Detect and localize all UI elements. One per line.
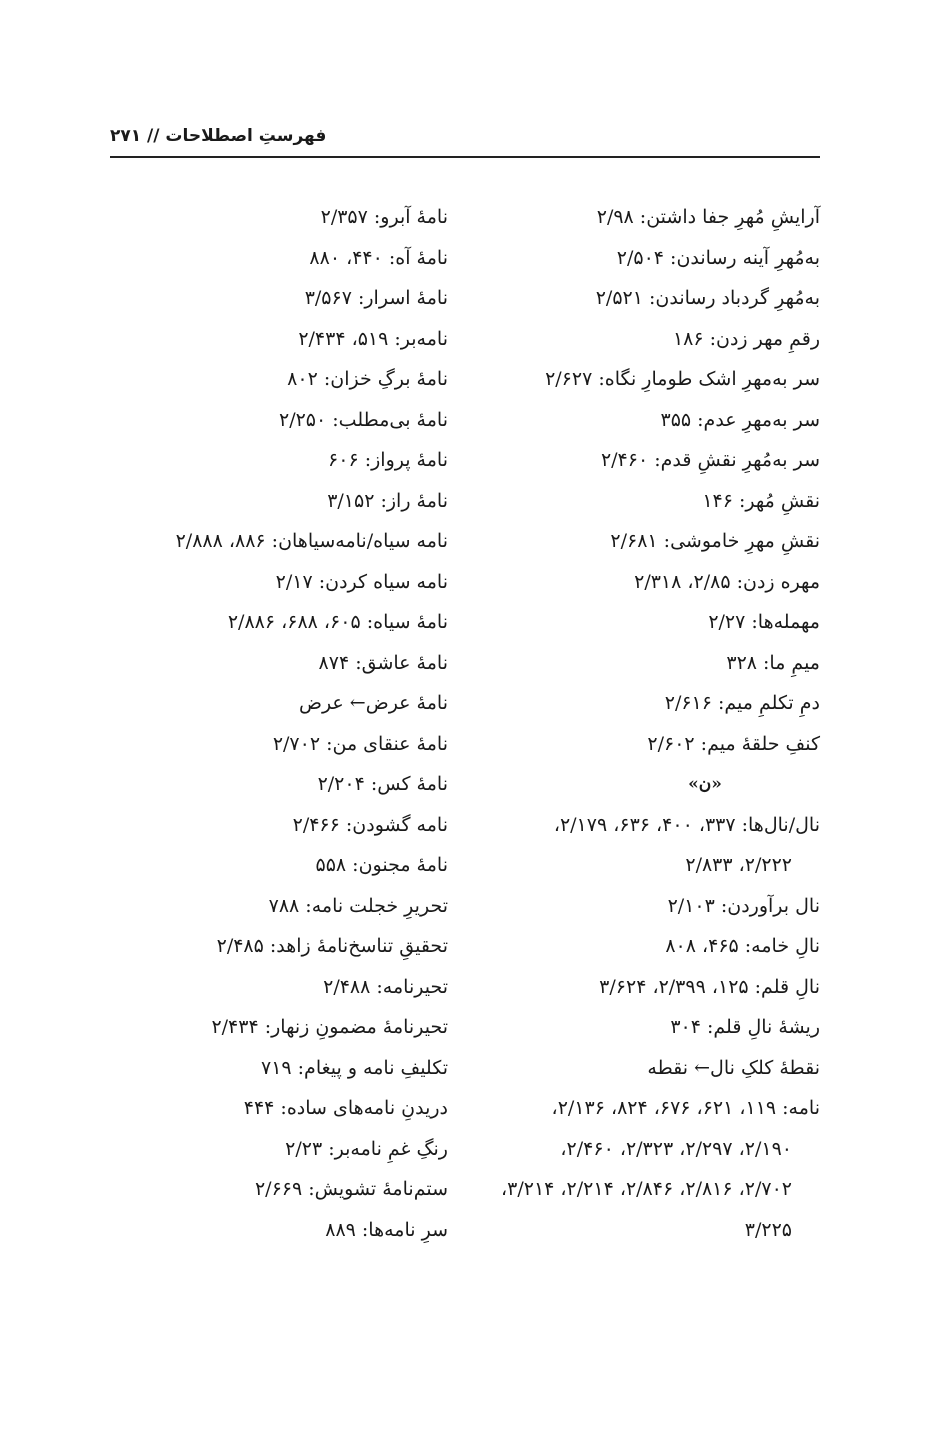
- running-header: [110, 124, 820, 158]
- index-entry: نالِ قلم: ۱۲۵، ۲/۳۹۹، ۳/۶۲۴: [599, 975, 820, 998]
- section-heading-letter: «ن»: [688, 774, 722, 794]
- index-entry: رنگِ غمِ نامه‌بر: ۲/۲۳: [285, 1137, 448, 1160]
- index-entry: نامه سیاه/نامه‌سیاهان: ۸۸۶، ۲/۸۸۸: [175, 530, 448, 552]
- index-entry: به‌مُهرِ گردباد رساندن: ۲/۵۲۱: [595, 287, 820, 309]
- index-entry: نامهٔ عاشق: ۸۷۴: [318, 651, 448, 674]
- index-entry: نامهٔ سیاه: ۶۰۵، ۶۸۸، ۲/۸۸۶: [227, 611, 448, 633]
- index-column-left: [148, 197, 448, 1250]
- index-entry: تحیرنامهٔ مضمونِ زنهار: ۲/۴۳۴: [211, 1016, 448, 1038]
- index-entry-continuation: ۲/۱۹۰، ۲/۲۹۷، ۲/۳۲۳، ۲/۴۶۰،: [560, 1137, 792, 1160]
- index-entry: مهمله‌ها: ۲/۲۷: [708, 611, 820, 633]
- index-entry: سر به‌مُهرِ نقشِ قدم: ۲/۴۶۰: [600, 449, 820, 471]
- index-entry: تحقیقِ تناسخ‌نامهٔ زاهد: ۲/۴۸۵: [216, 935, 448, 957]
- index-entry: نامهٔ بی‌مطلب: ۲/۲۵۰: [279, 408, 448, 431]
- index-entry: نامهٔ آبرو: ۲/۳۵۷: [320, 206, 448, 228]
- index-entry: به‌مُهرِ آینه رساندن: ۲/۵۰۴: [616, 246, 820, 269]
- index-entry: دمِ تکلمِ میم: ۲/۶۱۶: [664, 692, 820, 714]
- index-entry: نال/نال‌ها: ۳۳۷، ۴۰۰، ۶۳۶، ۲/۱۷۹،: [553, 813, 820, 836]
- index-entry: تحیرنامه: ۲/۴۸۸: [323, 975, 448, 998]
- index-entry: نامهٔ برگِ خزان: ۸۰۲: [287, 368, 448, 390]
- index-entry: کنفِ حلقهٔ میم: ۲/۶۰۲: [647, 732, 820, 755]
- index-entry: نامه گشودن: ۲/۴۶۶: [292, 813, 448, 836]
- index-entry: نامهٔ مجنون: ۵۵۸: [315, 854, 448, 876]
- index-entry: نامهٔ کس: ۲/۲۰۴: [317, 773, 448, 795]
- index-entry-continuation: ۲/۲۲۲، ۲/۸۳۳: [685, 854, 792, 876]
- index-entry: دریدنِ نامه‌های ساده: ۴۴۴: [243, 1097, 448, 1119]
- index-entry: نال برآوردن: ۲/۱۰۳: [667, 894, 820, 917]
- index-entry: نامه‌بر: ۵۱۹، ۲/۴۳۴: [298, 327, 448, 350]
- index-entry: نامه: ۱۱۹، ۶۲۱، ۶۷۶، ۸۲۴، ۲/۱۳۶،: [551, 1097, 820, 1119]
- header-title: فهرستِ اصطلاحات // ۲۷۱: [110, 126, 327, 146]
- index-entry: نقطهٔ کلکِ نال← نقطه: [647, 1056, 820, 1079]
- index-entry: نامهٔ پرواز: ۶۰۶: [328, 449, 448, 471]
- index-entry: نامهٔ اسرار: ۳/۵۶۷: [304, 287, 448, 309]
- index-entry: نامهٔ عرض← عرض: [298, 692, 448, 714]
- index-entry: آرایشِ مُهرِ جفا داشتن: ۲/۹۸: [596, 206, 820, 228]
- index-entry-continuation: ۲/۷۰۲، ۲/۸۱۶، ۲/۸۴۶، ۲/۲۱۴، ۳/۲۱۴،: [501, 1178, 792, 1200]
- index-entry: تحریرِ خجلت نامه: ۷۸۸: [268, 894, 448, 917]
- index-entry: نقشِ مُهر: ۱۴۶: [702, 489, 820, 512]
- index-entry: مهره زدن: ۲/۸۵، ۲/۳۱۸: [634, 570, 820, 593]
- index-entry: ستم‌نامهٔ تشویش: ۲/۶۶۹: [254, 1178, 448, 1200]
- index-entry: رقمِ مهر زدن: ۱۸۶: [672, 327, 820, 350]
- index-entry: تکلیفِ نامه و پیغام: ۷۱۹: [260, 1056, 448, 1079]
- index-column-right: [501, 197, 820, 1250]
- index-entry: نالِ خامه: ۴۶۵، ۸۰۸: [665, 935, 820, 957]
- index-entry: نامهٔ عنقای من: ۲/۷۰۲: [272, 732, 448, 755]
- index-entry-continuation: ۳/۲۲۵: [744, 1218, 792, 1241]
- index-entry: سر به‌مهرِ عدم: ۳۵۵: [660, 408, 820, 431]
- index-entry: نامهٔ راز: ۳/۱۵۲: [327, 489, 448, 512]
- index-entry: نقشِ مهرِ خاموشی: ۲/۶۸۱: [610, 530, 820, 552]
- index-entry: نامه سیاه کردن: ۲/۱۷: [275, 570, 448, 593]
- index-entry: میمِ ما: ۳۲۸: [726, 651, 820, 674]
- index-entry: نامهٔ آه: ۴۴۰، ۸۸۰: [309, 246, 448, 269]
- index-entry: سرِ نامه‌ها: ۸۸۹: [325, 1218, 448, 1241]
- index-entry: سر به‌مهرِ اشک طومارِ نگاه: ۲/۶۲۷: [545, 368, 820, 390]
- index-entry: ریشهٔ نالِ قلم: ۳۰۴: [670, 1016, 820, 1038]
